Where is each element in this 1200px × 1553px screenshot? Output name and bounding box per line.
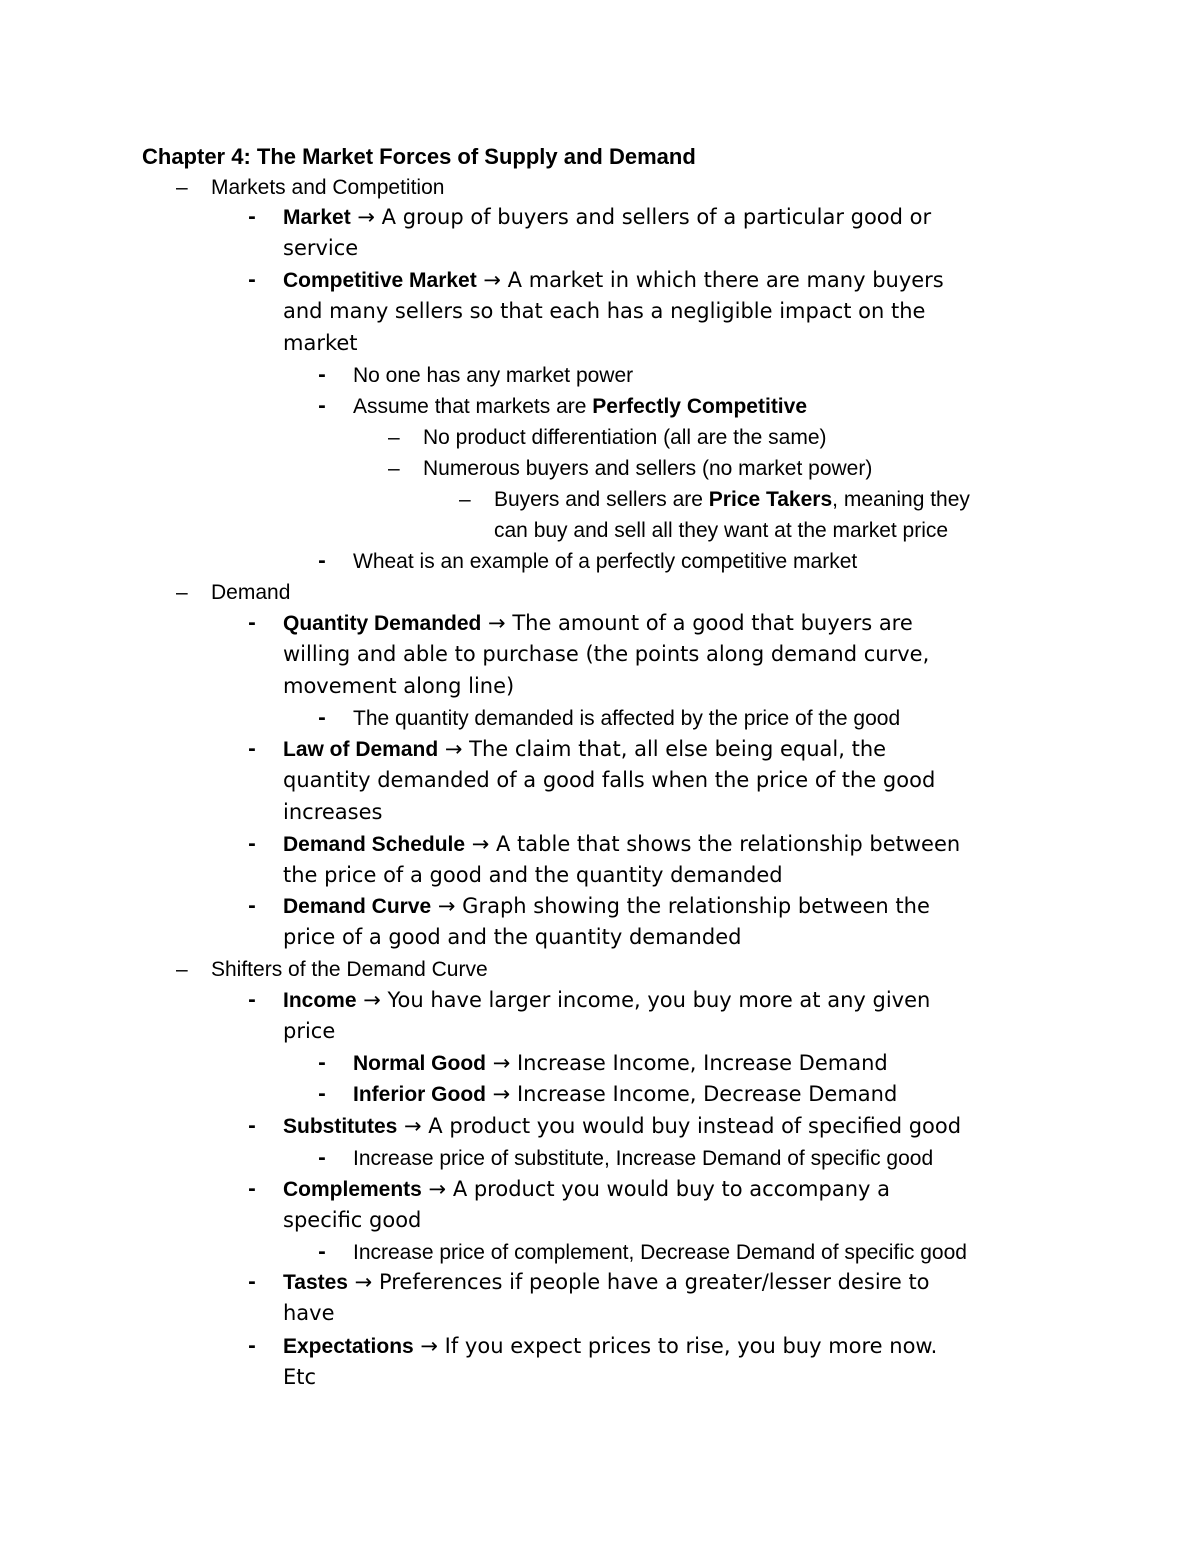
term: Demand Curve [283, 895, 432, 918]
term: Market [283, 206, 351, 229]
note-text: No product differentiation (all are the same) [423, 426, 827, 449]
note-wheat-example [318, 546, 858, 577]
definition-text: A group of buyers and sellers of a particular good or [381, 205, 932, 229]
arrow: → [431, 894, 463, 918]
note-text: , meaning they [832, 488, 970, 511]
section-heading-label: Shifters of the Demand Curve [211, 958, 488, 981]
bullet: - [248, 989, 256, 1011]
definition-text: and many sellers so that each has a negligible impact on the [283, 299, 926, 324]
term: Competitive Market [283, 269, 477, 292]
arrow: → [413, 1334, 445, 1358]
term: Demand Schedule [283, 833, 466, 856]
note-text: Increase price of substitute, Increase Demand of specific good [353, 1147, 934, 1170]
arrow: → [438, 737, 470, 761]
note-text: No one has any market power [353, 364, 634, 387]
term: Expectations [283, 1335, 414, 1358]
definition-text: price [283, 1019, 336, 1044]
note-text: Buyers and sellers are [494, 488, 709, 511]
bullet: – [459, 488, 471, 511]
section-heading-shifters [176, 954, 488, 985]
definition-market [248, 202, 932, 265]
bullet: - [248, 1178, 256, 1200]
note-no-differentiation [388, 422, 827, 453]
page-title: Chapter 4: The Market Forces of Supply and Demand [142, 144, 696, 169]
arrow: → [486, 1051, 517, 1075]
note-text: Wheat is an example of a perfectly competitive market [353, 550, 858, 573]
arrow: → [476, 268, 508, 292]
note-substitute [318, 1143, 934, 1174]
term: Substitutes [283, 1115, 398, 1138]
term: Income [283, 989, 357, 1012]
definition-text: movement along line) [283, 673, 515, 698]
section-heading-markets [176, 172, 445, 203]
note-numerous-buyers [388, 453, 873, 484]
arrow: → [486, 1082, 517, 1106]
note-price-takers [459, 484, 970, 546]
term: Price Takers [708, 488, 833, 511]
definition-text: Preferences if people have a greater/lesser desire to [378, 1270, 930, 1294]
bullet: - [318, 1052, 326, 1074]
arrow: → [397, 1114, 429, 1138]
definition-text: willing and able to purchase (the points along demand curve, [283, 642, 930, 667]
term: Inferior Good [353, 1083, 486, 1106]
bullet: - [318, 395, 326, 417]
bullet: – [388, 426, 400, 449]
section-heading-label: Markets and Competition [211, 176, 445, 199]
definition-text: specific good [283, 1208, 422, 1233]
arrow: → [347, 1270, 379, 1294]
note-text: can buy and sell all they want at the market price [494, 519, 949, 542]
note-text: Assume that markets are [353, 395, 593, 418]
definition-income [248, 985, 931, 1048]
definition-substitutes [248, 1111, 962, 1142]
term: Normal Good [353, 1052, 487, 1075]
term: Tastes [283, 1271, 348, 1294]
bullet: - [248, 1335, 256, 1357]
definition-text: the price of a good and the quantity demanded [283, 863, 783, 888]
bullet: - [248, 738, 256, 760]
definition-text: You have larger income, you buy more at any given [387, 988, 931, 1012]
bullet: - [318, 1147, 326, 1169]
definition-text: Graph showing the relationship between the [462, 894, 930, 918]
bullet: - [248, 1115, 256, 1137]
definition-text: A product you would buy instead of specified good [428, 1114, 962, 1138]
bullet: – [388, 457, 400, 480]
definition-inferior-good [318, 1079, 898, 1110]
definition-text: price of a good and the quantity demanded [283, 925, 742, 950]
definition-text: The claim that, all else being equal, the [469, 737, 887, 761]
bullet: – [176, 176, 188, 199]
definition-text: increases [283, 799, 383, 824]
term: Law of Demand [283, 738, 439, 761]
definition-quantity-demanded [248, 608, 930, 702]
definition-expectations [248, 1331, 938, 1394]
bullet: - [318, 707, 326, 729]
note-perfectly-competitive [318, 391, 808, 422]
term: Quantity Demanded [283, 612, 482, 635]
definition-normal-good [318, 1048, 888, 1079]
term: Complements [283, 1178, 422, 1201]
arrow: → [481, 611, 513, 635]
definition-competitive-market [248, 265, 944, 359]
bullet: - [318, 1241, 326, 1263]
bullet: - [248, 269, 256, 291]
bullet: - [248, 612, 256, 634]
arrow: → [421, 1177, 453, 1201]
bullet: - [248, 206, 256, 228]
definition-text: Increase Income, Increase Demand [516, 1051, 888, 1075]
definition-text: If you expect prices to rise, you buy more now. [444, 1334, 938, 1358]
definition-text: A market in which there are many buyers [507, 268, 944, 292]
note-complement [318, 1237, 967, 1268]
definition-text: quantity demanded of a good falls when the price of the good [283, 768, 936, 793]
arrow: → [465, 832, 497, 856]
definition-text: service [283, 236, 359, 261]
section-heading-label: Demand [211, 581, 291, 604]
note-text: Numerous buyers and sellers (no market power) [423, 457, 873, 480]
bullet: - [248, 833, 256, 855]
definition-text: A product you would buy to accompany a [452, 1177, 890, 1201]
section-heading-demand [176, 577, 291, 608]
definition-text: have [283, 1301, 335, 1326]
definition-law-of-demand [248, 734, 936, 828]
definition-demand-curve [248, 891, 930, 954]
note-text: Increase price of complement, Decrease Demand of specific good [353, 1241, 967, 1264]
bullet: - [248, 1271, 256, 1293]
definition-text: A table that shows the relationship between [496, 832, 961, 856]
definition-tastes [248, 1267, 930, 1330]
definition-demand-schedule [248, 829, 961, 892]
bullet: - [248, 895, 256, 917]
term: Perfectly Competitive [592, 395, 808, 418]
arrow: → [356, 988, 388, 1012]
definition-text: Increase Income, Decrease Demand [516, 1082, 898, 1106]
definition-text: Etc [283, 1365, 317, 1390]
note-no-market-power [318, 360, 634, 391]
bullet: – [176, 581, 188, 604]
bullet: - [318, 550, 326, 572]
definition-text: market [283, 330, 358, 355]
note-quantity-demanded [318, 703, 901, 734]
arrow: → [350, 205, 382, 229]
bullet: - [318, 364, 326, 386]
bullet: - [318, 1083, 326, 1105]
definition-text: The amount of a good that buyers are [512, 611, 913, 635]
definition-complements [248, 1174, 890, 1237]
note-text: The quantity demanded is affected by the price of the good [353, 707, 901, 730]
bullet: – [176, 958, 188, 981]
